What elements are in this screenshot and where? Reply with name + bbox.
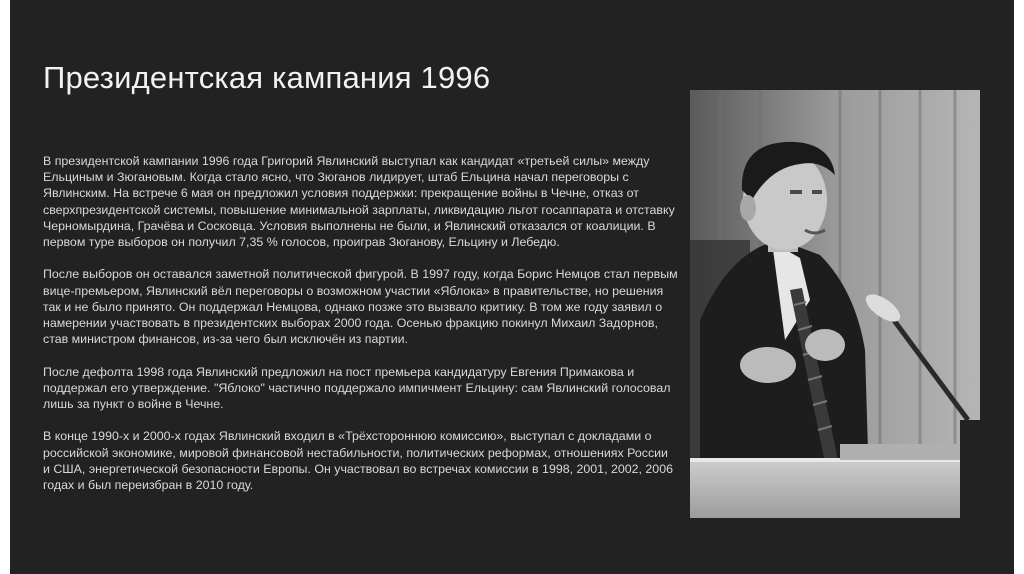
paragraph-campaign-1996: В президентской кампании 1996 года Григорий Явлинский выступал как кандидат «третьей силы» между Ельциным и Зюгановым. Когда стало ясно, что Зюганов лидирует, штаб Ельцина начал переговоры с Явлинским. На встрече 6 мая он предложил условия поддержки: прекращение войны в Чечне, отказ от сверхпрезидентской системы, повышение минимальной зарплаты, ликвидацию льгот госаппарата и отставку Черномырдина, Грачёва и Сосковца. Условия выполнены не были, и Явлинский отказался от коалиции. В первом туре выборов он получил 7,35 % голосов, проиграв Зюганову, Ельцину и Лебедю. — [43, 154, 675, 250]
paragraph-default-1998: После дефолта 1998 года Явлинский предложил на пост премьера кандидатуру Евгения Примакова и поддержал его утверждение. "Яблоко" частично поддержало импичмент Ельцину: сам Явлинский голосовал лишь за пункт о войне в Чечне. — [43, 364, 671, 412]
slide — [10, 0, 1014, 574]
speaker-photo-illustration — [690, 90, 980, 518]
slide-title: Президентская кампания 1996 — [43, 60, 491, 95]
paragraph-trilateral-commission: В конце 1990-х и 2000-х годах Явлинский входил в «Трёхстороннюю комиссию», выступал с докладами о российской экономике, мировой финансовой нестабильности, политических реформах, отношениях России и США, энергетической безопасности Европы. Он участвовал во встречах комиссии в 1998, 2001, 2002, 2006 годах и был переизбран в 2010 году. — [43, 429, 673, 493]
paragraph-after-elections: После выборов он оставался заметной политической фигурой. В 1997 году, когда Борис Немцов стал первым вице-премьером, Явлинский вёл переговоры о возможном участии «Яблока» в правительстве, но решения так и не было принято. Он поддержал Немцова, однако позже это вызвало критику. В том же году заявил о намерении участвовать в президентских выборах 2000 года. Осенью фракцию покинул Михаил Задорнов, став министром финансов, из-за чего был исключён из партии. — [43, 267, 678, 347]
slide-body-text — [43, 153, 678, 509]
speaker-photo — [690, 90, 980, 518]
